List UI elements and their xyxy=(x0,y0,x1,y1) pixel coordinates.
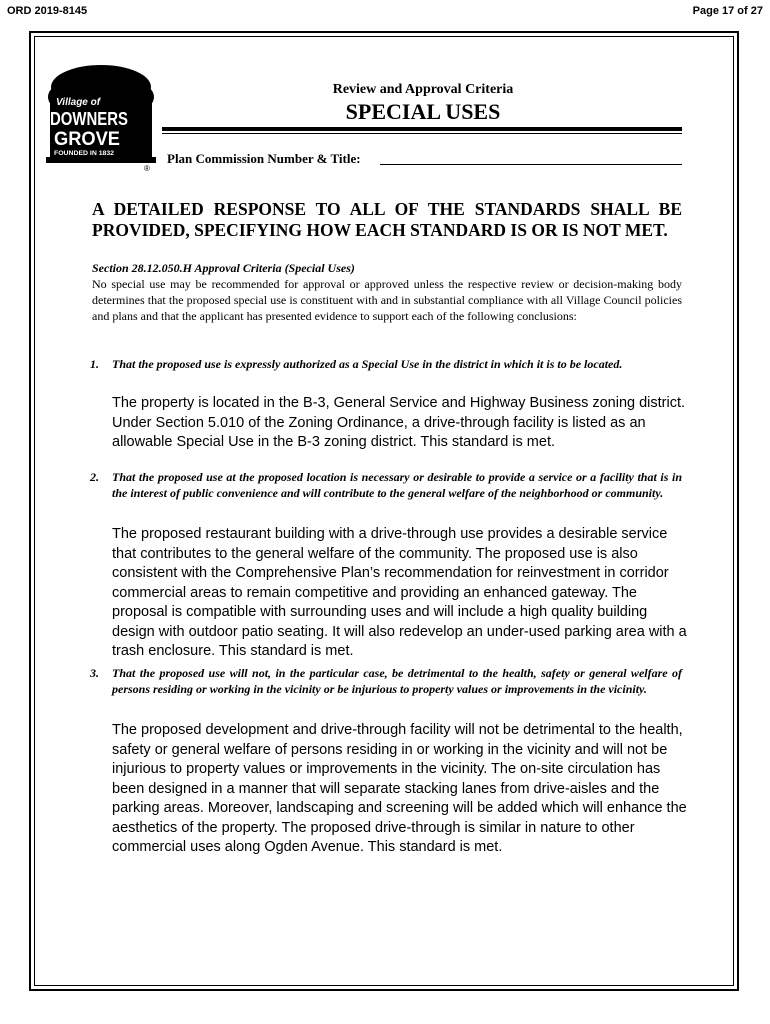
logo-grove: GROVE xyxy=(54,129,120,150)
section-body: No special use may be recommended for approval or approved unless the respective review or decision-making body determines that the proposed special use is constituent with and in substantial compliance with all Village Council policies and plans and that the applicant has presented evidence to support each of the following conclusions: xyxy=(92,277,682,323)
plan-commission-field[interactable] xyxy=(380,164,682,165)
logo-downers: DOWNERS xyxy=(50,109,128,129)
title-rule-thin xyxy=(162,133,682,134)
criterion-number: 2. xyxy=(90,470,99,484)
criterion-3 xyxy=(90,665,682,697)
section-heading: Section 28.12.050.H Approval Criteria (Special Uses) xyxy=(92,261,355,275)
criterion-3-response: The proposed development and drive-through facility will not be detrimental to the health, safety or general welfare of persons residing in or working in the vicinity and will not be injurious to property values or improvements in the vicinity. The on-site circulation has been designed in a manner that will separate stacking lanes from drive-aisles and the parking areas. Moreover, landscaping and screening will be added which will enhance the aesthetics of the property. The proposed drive-through is similar in nature to other commercial uses along Ogden Avenue. This standard is met. xyxy=(112,722,687,855)
response-instruction: A DETAILED RESPONSE TO ALL OF THE STANDARDS SHALL BE PROVIDED, SPECIFYING HOW EACH STANDARD IS OR IS NOT MET. xyxy=(92,199,682,240)
village-logo xyxy=(46,63,156,175)
logo-founded: FOUNDED IN 1832 xyxy=(54,151,115,157)
criterion-number: 3. xyxy=(90,666,99,680)
criterion-2 xyxy=(90,469,682,501)
criterion-1 xyxy=(90,356,682,372)
registered-mark: ® xyxy=(144,164,150,173)
criterion-2-response: The proposed restaurant building with a drive-through use provides a desirable service that contributes to the general welfare of the community. The proposed use is also consistent with the Comprehensive Plan’s recommendation for reinvestment in corridor commercial areas to remain competitive and providing an enhanced gateway. The proposal is compatible with surrounding uses and will include a high quality building design with outdoor patio seating. It will also redevelop an under-used parking area with a trash enclosure. This standard is met. xyxy=(112,526,687,659)
criterion-number: 1. xyxy=(90,357,99,371)
plan-commission-label: Plan Commission Number & Title: xyxy=(167,151,361,166)
form-title: SPECIAL USES xyxy=(345,99,501,124)
page-number: Page 17 of 27 xyxy=(692,5,763,17)
criterion-text: That the proposed use will not, in the particular case, be detrimental to the health, safety or general welfare of persons residing or working in the vicinity or be injurious to property values or improvements in the vicinity. xyxy=(112,666,682,696)
form-subtitle: Review and Approval Criteria xyxy=(332,82,514,97)
document-id: ORD 2019-8145 xyxy=(7,5,88,17)
logo-village-of: Village of xyxy=(56,97,101,108)
title-rule-thick xyxy=(162,127,682,131)
criterion-text: That the proposed use is expressly authorized as a Special Use in the district in which it is to be located. xyxy=(112,357,623,371)
criterion-text: That the proposed use at the proposed location is necessary or desirable to provide a service or a facility that is in the interest of public convenience and will contribute to the general welfare of the neighborhood or community. xyxy=(112,470,682,500)
criterion-1-response: The property is located in the B-3, General Service and Highway Business zoning district. Under Section 5.010 of the Zoning Ordinance, a drive-through facility is listed as an allowable Special Use in the B-3 zoning district. This standard is met. xyxy=(112,395,686,450)
section-intro xyxy=(92,260,682,324)
